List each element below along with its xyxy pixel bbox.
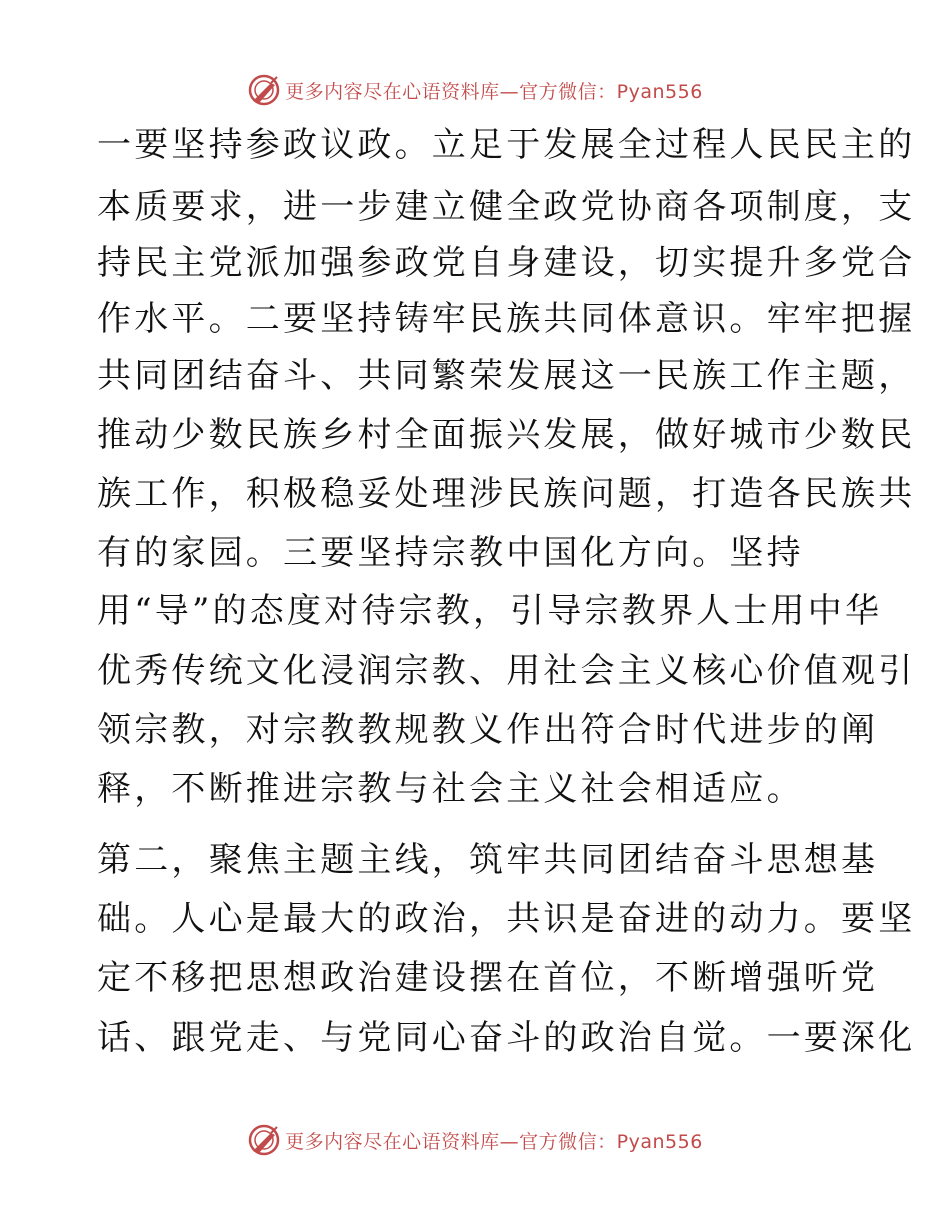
body-line: 优秀传统文化浸润宗教、用社会主义核心价值观引 [97,651,916,691]
body-line: 第二，聚焦主题主线，筑牢共同团结奋斗思想基 [97,840,879,880]
body-line: 用“导”的态度对待宗教，引导宗教界人士用中华 [97,591,883,631]
body-line: 释，不断推进宗教与社会主义社会相适应。 [97,769,804,809]
body-line: 一要坚持参政议政。立足于发展全过程人民民主的 [97,125,916,165]
body-line: 本质要求，进一步建立健全政党协商各项制度，支 [97,187,916,227]
header-banner-text: 更多内容尽在心语资料库—官方微信：Pyan556 [285,80,703,103]
body-line: 作水平。二要坚持铸牢民族共同体意识。牢牢把握 [97,299,916,339]
footer-banner-text: 更多内容尽在心语资料库—官方微信：Pyan556 [285,1130,703,1153]
body-line: 础。人心是最大的政治，共识是奋进的动力。要坚 [97,899,916,939]
footer-watermark [0,1120,950,1160]
body-line: 有的家园。三要坚持宗教中国化方向。坚持 [97,533,804,573]
body-line: 领宗教，对宗教教规教义作出符合时代进步的阐 [97,710,879,750]
body-line: 话、跟党走、与党同心奋斗的政治自觉。一要深化 [97,1018,916,1058]
pen-logo-icon [247,1123,281,1157]
body-line: 族工作，积极稳妥处理涉民族问题，打造各民族共 [97,474,916,514]
body-line: 定不移把思想政治建设摆在首位，不断增强听党 [97,958,879,998]
body-line: 推动少数民族乡村全面振兴发展，做好城市少数民 [97,415,916,455]
body-line: 共同团结奋斗、共同繁荣发展这一民族工作主题， [97,356,916,396]
body-line: 持民主党派加强参政党自身建设，切实提升多党合 [97,243,916,283]
